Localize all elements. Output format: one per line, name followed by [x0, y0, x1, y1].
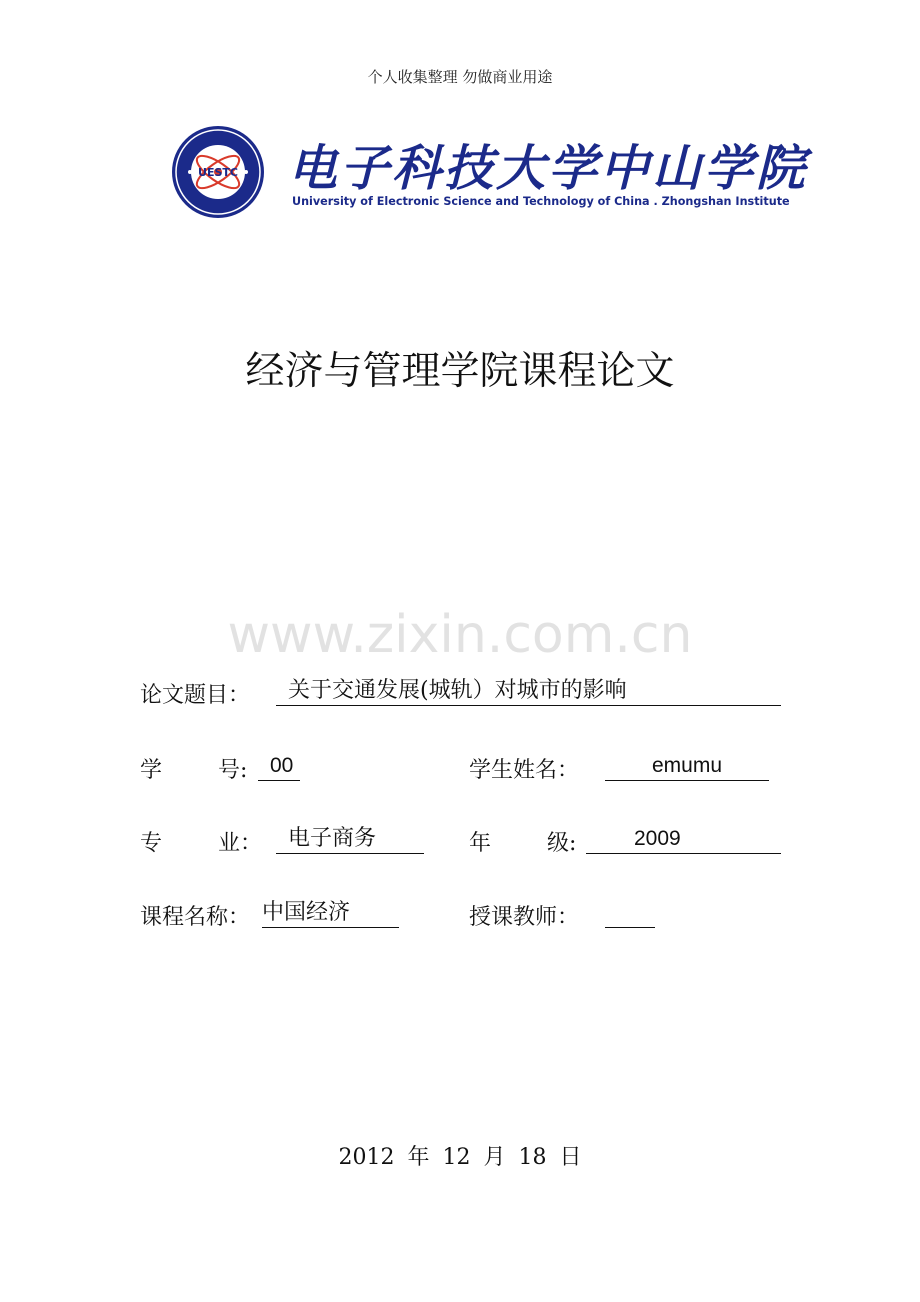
- topic-label: 论文题目：: [140, 683, 251, 708]
- teacher-label: 授课教师：: [469, 905, 580, 930]
- major-value: 电子商务: [276, 826, 424, 854]
- watermark: www.zixin.com.cn: [227, 605, 693, 665]
- topic-value: 关于交通发展(城轨）对城市的影响: [276, 678, 781, 706]
- course-value: 中国经济: [262, 900, 399, 928]
- student-name-label: 学生姓名：: [469, 758, 580, 783]
- university-emblem-icon: [170, 124, 266, 220]
- university-name-cn: 电子科技大学中山学院: [288, 139, 809, 197]
- teacher-value: [605, 900, 655, 928]
- student-id-label: 学 号:: [140, 758, 248, 783]
- header-note: 个人收集整理 勿做商业用途: [367, 68, 553, 86]
- document-title: 经济与管理学院课程论文: [245, 349, 675, 394]
- grade-value: 2009: [586, 826, 781, 854]
- major-label: 专 业：: [140, 831, 262, 856]
- emblem-text: UESTC: [198, 166, 238, 179]
- course-label: 课程名称：: [140, 905, 251, 930]
- student-name-value: emumu: [605, 753, 769, 781]
- student-id-value: 00: [258, 753, 300, 781]
- grade-label: 年 级:: [469, 831, 577, 856]
- university-name-en: University of Electronic Science and Technology of China . Zhongshan Institute: [292, 195, 790, 208]
- university-logo: [168, 120, 809, 220]
- date-line: 2012 年 12 月 18 日: [338, 1145, 582, 1170]
